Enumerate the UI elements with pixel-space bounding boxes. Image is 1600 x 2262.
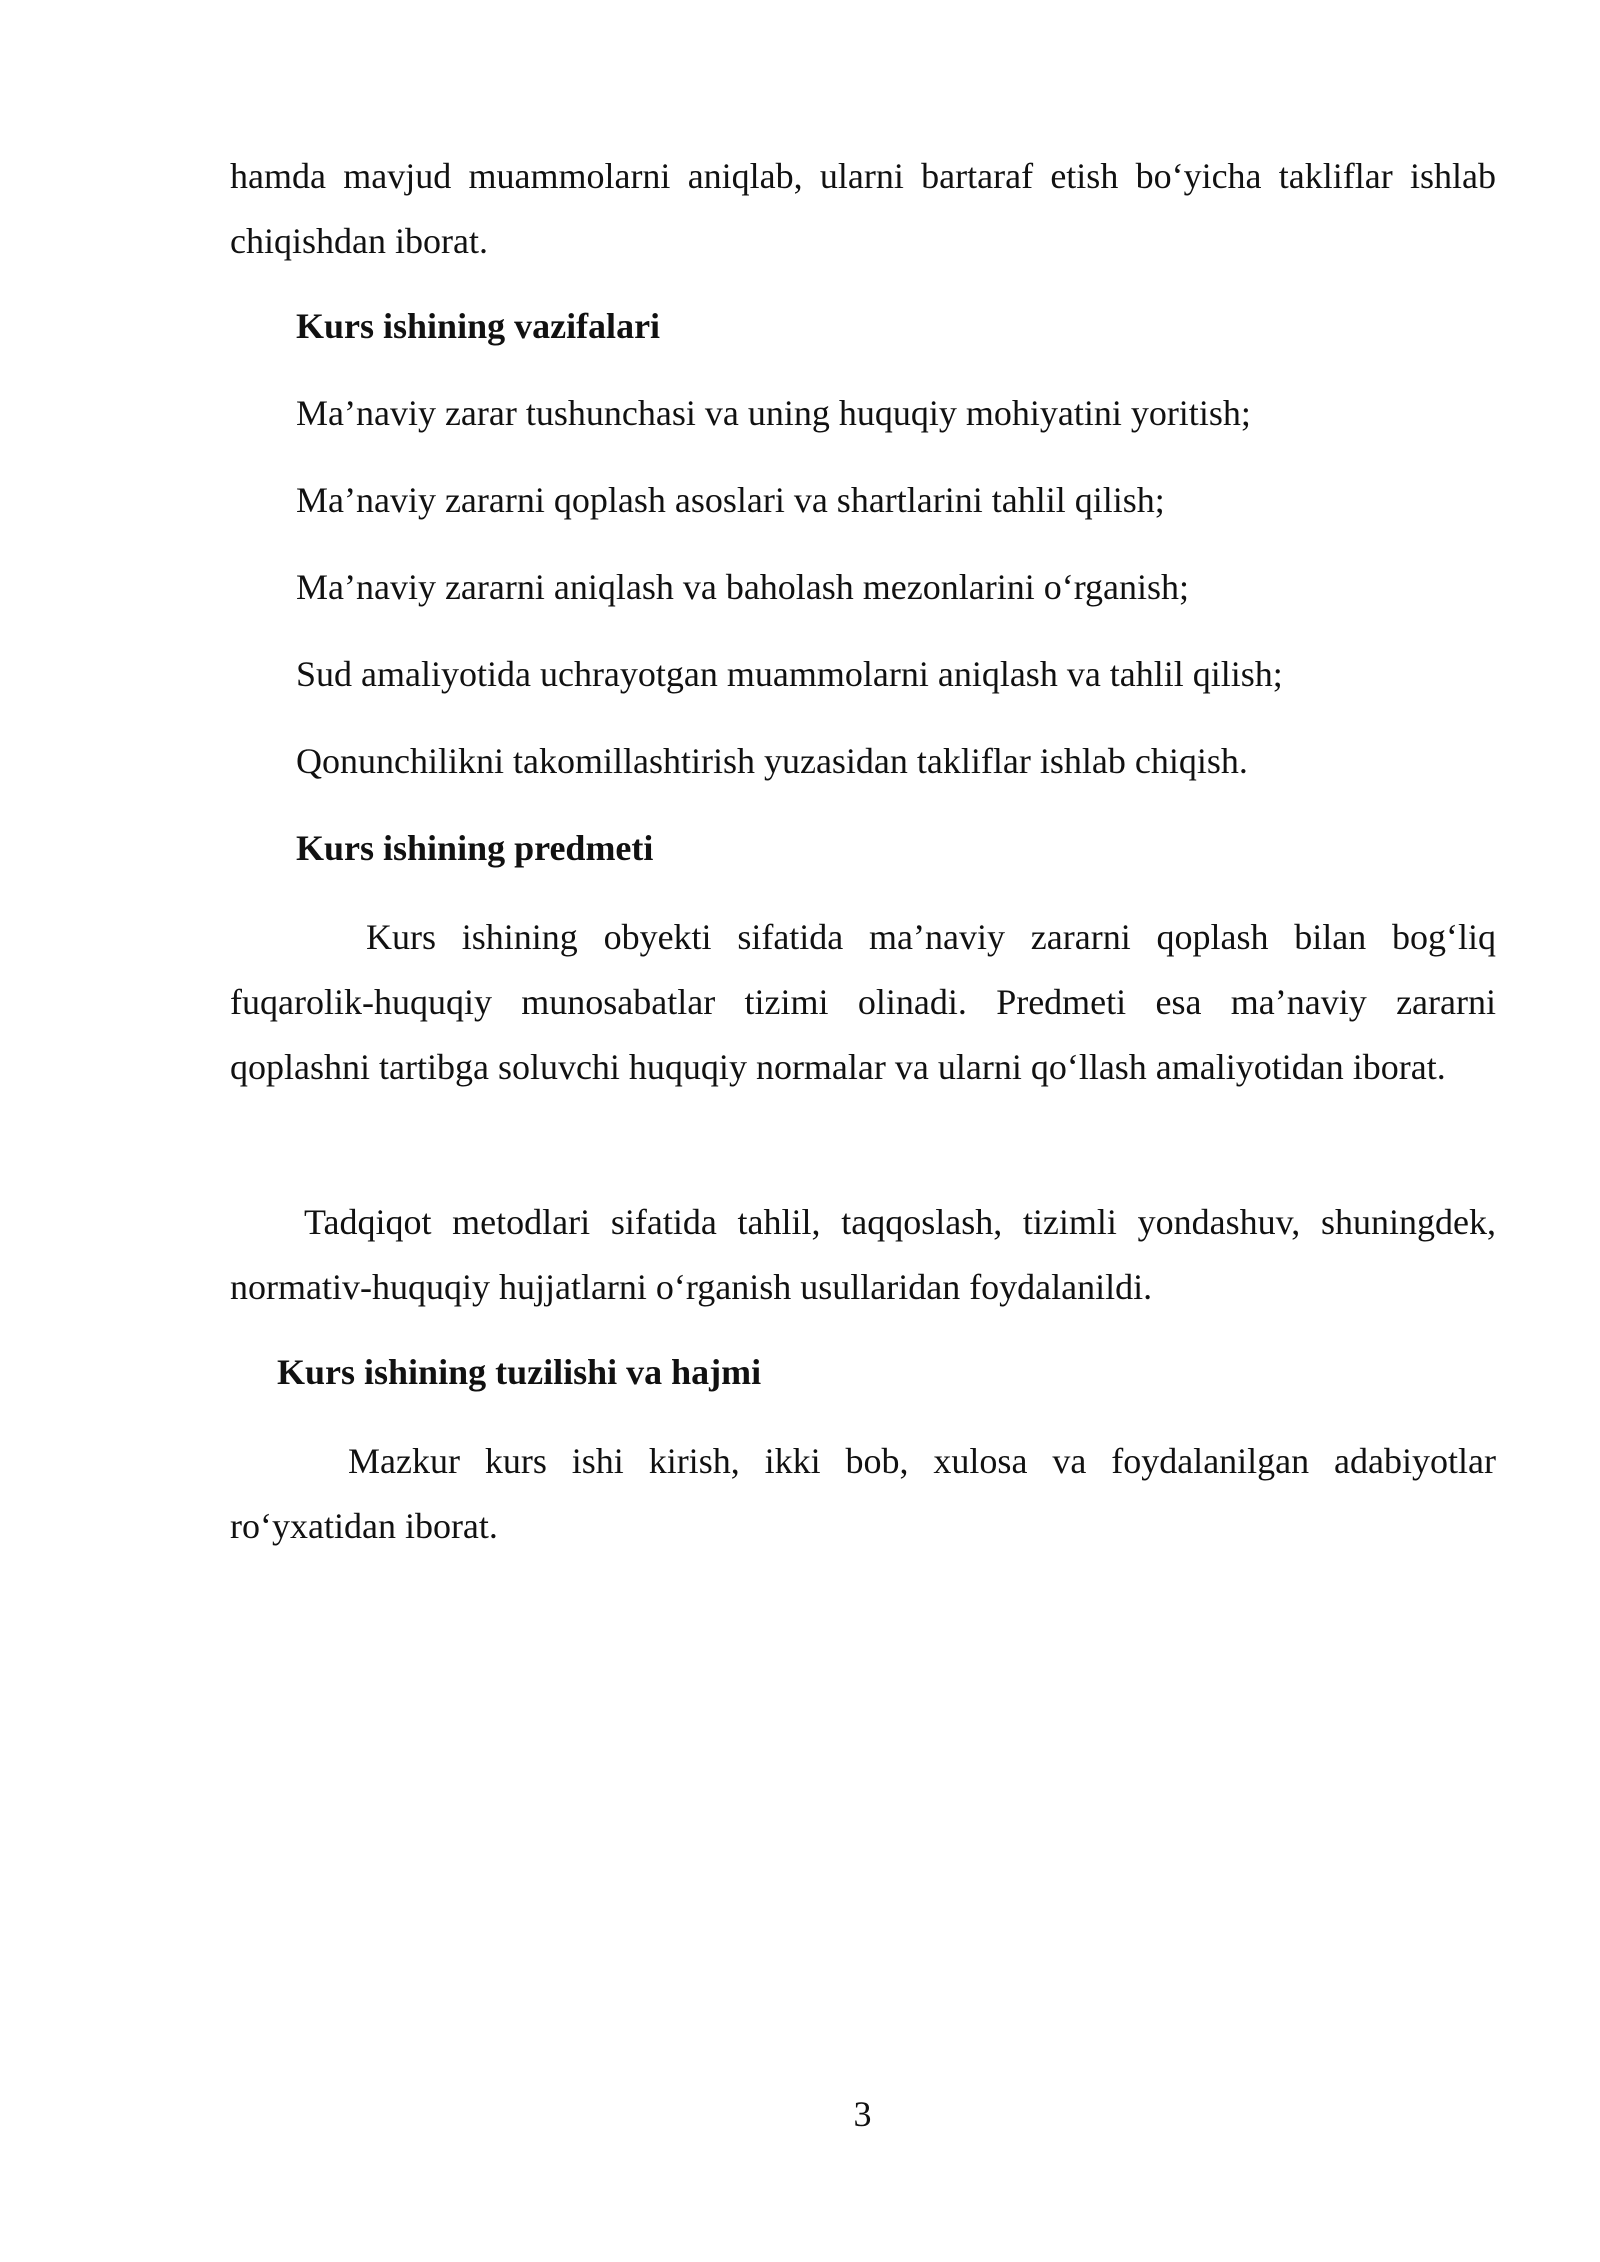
tasks-heading: Kurs ishining vazifalari [296, 306, 661, 346]
task-item: Qonunchilikni takomillashtirish yuzasidan takliflar ishlab chiqish. [296, 741, 1248, 781]
task-item: Ma’naviy zarar tushunchasi va uning huquqiy mohiyatini yoritish; [296, 393, 1251, 433]
structure-paragraph: Mazkur kurs ishi kirish, ikki bob, xulosa va foydalanilgan adabiyotlar ro‘yxatidan iborat. [230, 1441, 1496, 1546]
task-item: Ma’naviy zararni qoplash asoslari va shartlarini tahlil qilish; [296, 480, 1165, 520]
intro-paragraph: hamda mavjud muammolarni aniqlab, ularni bartaraf etish bo‘yicha takliflar ishlab chiqishdan iborat. [230, 156, 1496, 261]
methods-paragraph: Tadqiqot metodlari sifatida tahlil, taqqoslash, tizimli yondashuv, shuningdek, normativ-huquqiy hujjatlarni o‘rganish usullaridan foydalanildi. [230, 1202, 1496, 1307]
subject-paragraph: Kurs ishining obyekti sifatida ma’naviy zararni qoplash bilan bog‘liq fuqarolik-huquqiy munosabatlar tizimi olinadi. Predmeti esa ma’naviy zararni qoplashni tartibga soluvchi huquqiy normalar va ularni qo‘llash amaliyotidan iborat. [230, 917, 1496, 1087]
subject-heading: Kurs ishining predmeti [296, 828, 654, 868]
task-item: Ma’naviy zararni aniqlash va baholash mezonlarini o‘rganish; [296, 567, 1190, 607]
page-number: 3 [853, 2094, 872, 2134]
structure-heading: Kurs ishining tuzilishi va hajmi [277, 1352, 762, 1392]
task-item: Sud amaliyotida uchrayotgan muammolarni aniqlash va tahlil qilish; [296, 654, 1283, 694]
